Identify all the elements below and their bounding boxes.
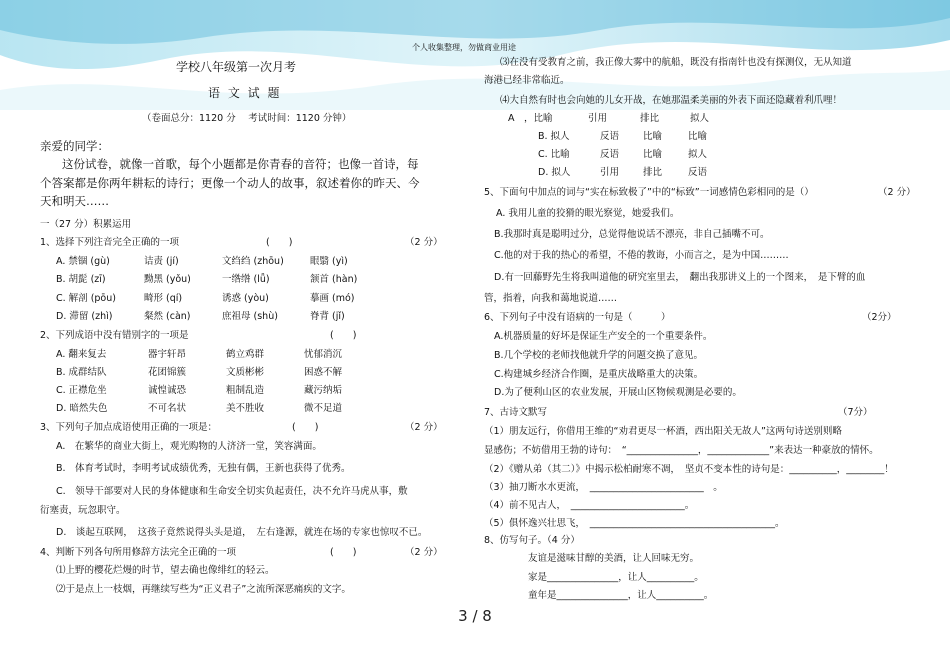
option-text: A. 在繁华的商业大街上，观光购物的人济济一堂，笑容满面。	[56, 441, 322, 452]
fill-item: 家是_______________，让人__________。	[528, 572, 704, 583]
option-cell: 反语	[600, 131, 620, 142]
header-note: 个人收集整理，勿做商业用途	[412, 43, 516, 52]
question-4: 4、判断下列各句所用修辞方法完全正确的一项	[40, 547, 237, 558]
option-cell: 鹤立鸡群	[226, 349, 265, 360]
option-cell: B. 胡髭 (zī)	[56, 274, 106, 285]
page-number: 3 / 8	[458, 607, 492, 625]
score: （2 分）	[878, 187, 916, 198]
option-text: 衍塞责，玩忽职守。	[40, 505, 126, 516]
header-wave-decoration	[0, 0, 950, 110]
option-text: B.几个学校的老师找他就升学的问题交换了意见。	[494, 350, 704, 361]
option-text: 管，指着，向我和蔼地说道……	[484, 293, 618, 304]
intro-line: 个答案都是你两年耕耘的诗行；更像一个动人的故事，叙述着你的昨天、今	[40, 176, 420, 190]
option-cell: 比喻	[643, 131, 663, 142]
sentence-item: ⑶在没有受教育之前，我正像大雾中的航船，既没有指南针也没有探测仪，无从知道	[500, 57, 852, 68]
option-cell: 拟人	[688, 149, 708, 160]
fill-item: （2）《赠从弟（其二）》中揭示松柏耐寒不凋， 坚贞不变本性的诗句是：__________，________！	[484, 464, 894, 475]
section-heading: 一（27 分）积累运用	[40, 219, 132, 230]
question-6: 6、下列句子中没有语病的一句是（ ）	[484, 312, 671, 323]
intro-line: 这份试卷，就像一首歌，每个小题都是你青春的音符；也像一首诗，每	[62, 157, 419, 171]
answer-paren: ( )	[330, 547, 357, 558]
answer-paren: ( )	[266, 237, 293, 248]
option-cell: 摹画 (mó)	[310, 293, 355, 304]
option-cell: 器宇轩昂	[148, 349, 187, 360]
exam-subtitle: 语 文 试 题	[208, 86, 282, 100]
score: （2 分）	[405, 237, 443, 248]
option-cell: 比喻	[688, 131, 708, 142]
option-cell: 排比	[640, 113, 660, 124]
fill-item: （5）俱怀逸兴壮思飞， _______________________________________。	[484, 518, 785, 529]
option-text: D.有一回藤野先生将我叫道他的研究室里去， 翻出我那讲义上的一个图来， 是下臂的血	[494, 272, 866, 283]
question-2: 2、下列成语中没有错别字的一项是	[40, 330, 189, 341]
option-cell: 粲然 (càn)	[144, 311, 191, 322]
question-5: 5、下面句中加点的词与“实在标致极了”中的“标致”一词感情色彩相同的是（）	[484, 187, 814, 198]
option-text: D.为了便利山区的农业发展，开展山区物候观测是必要的。	[494, 387, 742, 398]
example-sentence: 友谊是滋味甘醇的美酒，让人回味无穷。	[528, 553, 700, 564]
option-cell: 文质彬彬	[226, 367, 265, 378]
option-cell: 畸形 (qí)	[144, 293, 183, 304]
option-cell: 诘责 (jí)	[144, 256, 179, 267]
exam-info: （卷面总分：1120 分 考试时间：1120 分钟）	[142, 113, 352, 124]
question-3: 3、下列句子加点成语使用正确的一项是：	[40, 422, 218, 433]
fill-item: （1）朋友远行，你借用王维的“劝君更尽一杯酒，西出阳关无故人”这两句诗送别则略	[484, 426, 842, 437]
option-text: B.我那时真是聪明过分，总觉得他说话不漂亮，非自己插嘴不可。	[494, 229, 770, 240]
answer-paren: ( )	[330, 330, 357, 341]
option-cell: B. 成群结队	[56, 367, 107, 378]
option-cell: 眼翳 (yì)	[310, 256, 348, 267]
intro-line: 天和明天……	[40, 194, 109, 208]
option-text: A. 我用儿童的狡猾的眼光察觉，她爱我们。	[496, 208, 680, 219]
sentence-item: 海港已经非常临近。	[484, 75, 570, 86]
option-text: B. 体育考试时，李明考试成绩优秀，无独有偶，王新也获得了优秀。	[56, 463, 351, 474]
sentence-item: ⑵于是点上一枝烟，再继续写些为“正义君子”之流所深恶痛疾的文字。	[56, 584, 351, 595]
option-cell: A ，比喻	[508, 113, 553, 124]
option-cell: 微不足道	[304, 403, 343, 414]
option-cell: D. 拟人	[538, 167, 571, 178]
score: （2 分）	[405, 547, 443, 558]
greeting: 亲爱的同学：	[40, 139, 109, 153]
option-text: C.构建城乡经济合作圈，是重庆战略重大的决策。	[494, 369, 704, 380]
option-cell: 诱惑 (yòu)	[222, 293, 269, 304]
option-cell: 花团锦簇	[148, 367, 187, 378]
option-text: C.他的对于我的热心的希望，不倦的教诲，小而言之，是为中国………	[494, 250, 789, 261]
score: （7分）	[838, 407, 873, 418]
sentence-item: ⑷大自然有时也会向她的儿女开战，在她那温柔美丽的外表下面还隐藏着利爪哩！	[500, 95, 843, 106]
option-cell: C. 比喻	[538, 149, 570, 160]
score: （2 分）	[405, 422, 443, 433]
option-cell: A. 翻来复去	[56, 349, 107, 360]
option-cell: 反语	[688, 167, 708, 178]
option-cell: 忧郁消沉	[304, 349, 343, 360]
option-cell: 不可名状	[148, 403, 187, 414]
option-cell: 拟人	[690, 113, 710, 124]
option-cell: 藏污纳垢	[304, 385, 343, 396]
option-cell: 反语	[600, 149, 620, 160]
option-cell: B. 拟人	[538, 131, 570, 142]
question-8: 8、仿写句子。（4 分）	[484, 535, 580, 546]
fill-item: 童年是_______________，让人__________。	[528, 590, 714, 601]
option-cell: D. 暗然失色	[56, 403, 108, 414]
question-7: 7、古诗文默写	[484, 407, 548, 418]
fill-item: （4）前不见古人， ________________________。	[484, 500, 695, 511]
option-cell: 庶祖母 (shù)	[222, 311, 278, 322]
option-cell: 黝黑 (yǒu)	[144, 274, 191, 285]
option-cell: 引用	[588, 113, 608, 124]
wave-graphic	[0, 0, 950, 110]
exam-title: 学校八年级第一次月考	[176, 60, 297, 74]
option-text: D. 谈起互联网， 这孩子竟然说得头头是道， 左右逢源，就连在场的专家也惊叹不已。	[56, 527, 428, 538]
question-1: 1、选择下列注音完全正确的一项	[40, 237, 180, 248]
option-cell: 颔首 (hàn)	[310, 274, 358, 285]
option-cell: 美不胜收	[226, 403, 265, 414]
sentence-item: ⑴上野的樱花烂熳的时节，望去确也像绯红的轻云。	[56, 565, 275, 576]
option-cell: C. 正襟危坐	[56, 385, 107, 396]
option-cell: 粗制乱造	[226, 385, 265, 396]
option-cell: D. 滞留 (zhì)	[56, 311, 113, 322]
option-cell: 诚惶诚恐	[148, 385, 187, 396]
option-cell: 一绺绺 (lǚ)	[222, 274, 270, 285]
option-cell: 脊背 (jǐ)	[310, 311, 345, 322]
score: （2分）	[862, 312, 897, 323]
option-cell: A. 禁锢 (gù)	[56, 256, 110, 267]
option-text: A.机器质量的好坏是保证生产安全的一个重要条件。	[494, 331, 713, 342]
option-cell: C. 解剖 (pōu)	[56, 293, 116, 304]
option-cell: 排比	[643, 167, 663, 178]
option-cell: 比喻	[643, 149, 663, 160]
option-cell: 引用	[600, 167, 620, 178]
option-cell: 困惑不解	[304, 367, 343, 378]
option-text: C. 领导干部要对人民的身体健康和生命安全切实负起责任，决不允许马虎从事，敷	[56, 486, 408, 497]
fill-item: 显感伤；不妨借用王勃的诗句： “_______________，_____________”来表达一种豪放的情怀。	[484, 445, 879, 456]
fill-item: （3）抽刀断水水更流， ________________________ 。	[484, 482, 723, 493]
answer-paren: ( )	[292, 422, 319, 433]
option-cell: 文绉绉 (zhōu)	[222, 256, 284, 267]
